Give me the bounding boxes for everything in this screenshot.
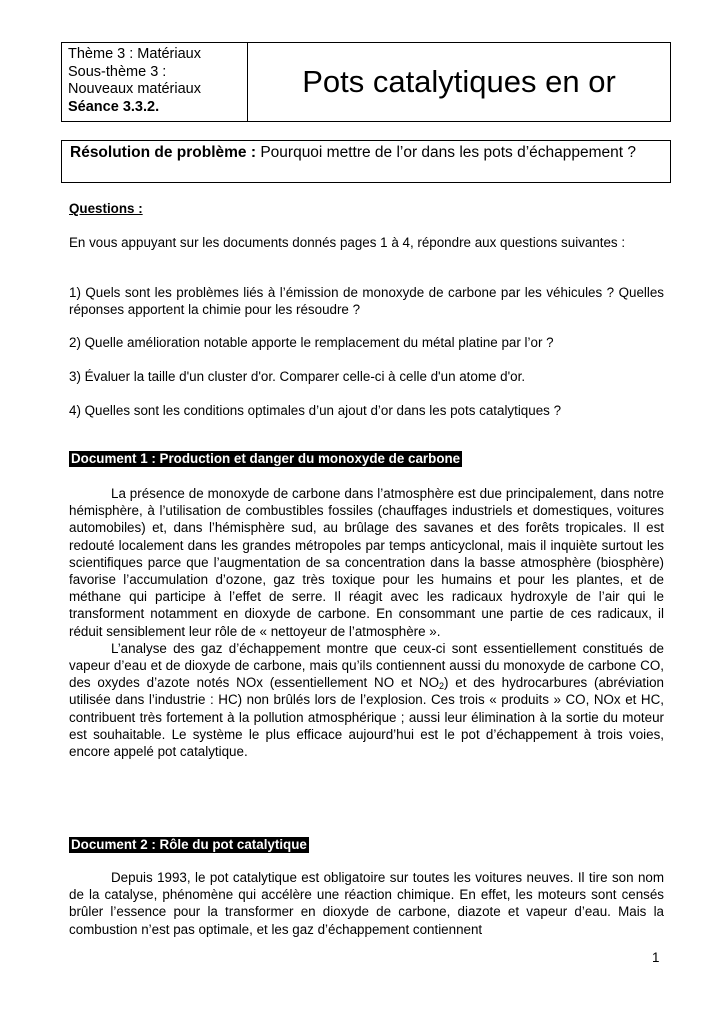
page-title: Pots catalytiques en or [302,64,616,99]
subscript-2: 2 [438,681,444,692]
question-4: 4) Quelles sont les conditions optimales d’un ajout d’or dans les pots catalytiques ? [69,403,562,418]
session-label: Séance 3.3.2. [68,98,160,115]
document-2-body [69,869,664,938]
document-1-paragraph-1: La présence de monoxyde de carbone dans l’atmosphère est due principalement, dans notre hémisphère, à l’utilisation de combustibles fossiles (chauffages industriels et domestiques, voitures automobiles) et, dans l’hémisphère sud, au brûlage des savanes et des forêts tropicales. Il est redouté localement dans les grandes métropoles par temps anticyclonal, mais il inquiète surtout les scientifiques parce que l’augmentation de sa concentration dans la basse atmosphère (biosphère) favorise l’accumulation d’ozone, gaz très toxique pour les humains et pour les plantes, et de méthane qui participe à l’effet de serre. Il réagit avec les radicaux hydroxyle de l’air qui le transforment notamment en dioxyde de carbone. En consommant une partie de ces radicaux, il réduit sensiblement leur rôle de « nettoyeur de l’atmosphère ». [69,486,664,639]
header-theme-cell [62,43,248,121]
subtheme-name: Nouveaux matériaux [68,81,201,97]
problem-question: Pourquoi mettre de l’or dans les pots d’échappement ? [260,144,636,161]
document-1-paragraph-2 [69,640,664,760]
problem-label: Résolution de problème : [70,144,257,161]
header-table [61,42,671,122]
document-2-title: Document 2 : Rôle du pot catalytique [71,837,307,852]
document-1-body [69,485,664,760]
document-2-paragraph-1: Depuis 1993, le pot catalytique est obligatoire sur toutes les voitures neuves. Il tire son nom de la catalyse, phénomène qui accélère une réaction chimique. En effet, les moteurs sont censés brûler l’essence pour la transformer en dioxyde de carbone, diazote et vapeur d’eau. Mais la combustion n’est pas optimale, et les gaz d’échappement contiennent [69,870,664,937]
question-3: 3) Évaluer la taille d'un cluster d'or. Comparer celle-ci à celle d'un atome d'or. [69,369,526,384]
problem-box [61,140,671,183]
document-1-paragraph-2-part-a: L’analyse des gaz d’échappement montre que ceux-ci sont essentiellement constitués de vapeur d’eau et de dioxyde de carbone, mais qu’ils contiennent aussi du monoxyde de carbone CO, des oxydes d’azote notés NOx (essentiellement NO et NO [69,640,664,691]
question-2: 2) Quelle amélioration notable apporte le remplacement du métal platine par l’or ? [69,335,554,350]
document-1-title: Document 1 : Production et danger du monoxyde de carbone [71,451,461,466]
question-1: 1) Quels sont les problèmes liés à l’émission de monoxyde de carbone par les véhicules ? Quelles réponses apportent la chimie pour les résoudre ? [69,285,664,318]
questions-title: Questions : [69,201,143,216]
questions-intro: En vous appuyant sur les documents donnés pages 1 à 4, répondre aux questions suivantes : [69,235,626,250]
page-number: 1 [652,950,660,965]
theme-label: Thème 3 : Matériaux [68,46,201,62]
document-1-paragraph-2-part-b: ) et des hydrocarbures (abréviation utilisée dans l’industrie : HC) non brûlés lors de l’explosion. Ces trois « produits » CO, NOx et HC, contribuent très fortement à la pollution atmosphérique ; aussi leur élimination à la sortie du moteur est souhaitable. Le système le plus efficace aujourd’hui est le pot d’échappement à trois voies, encore appelé pot catalytique. [69,675,664,760]
subtheme-label: Sous-thème 3 : [68,63,167,80]
